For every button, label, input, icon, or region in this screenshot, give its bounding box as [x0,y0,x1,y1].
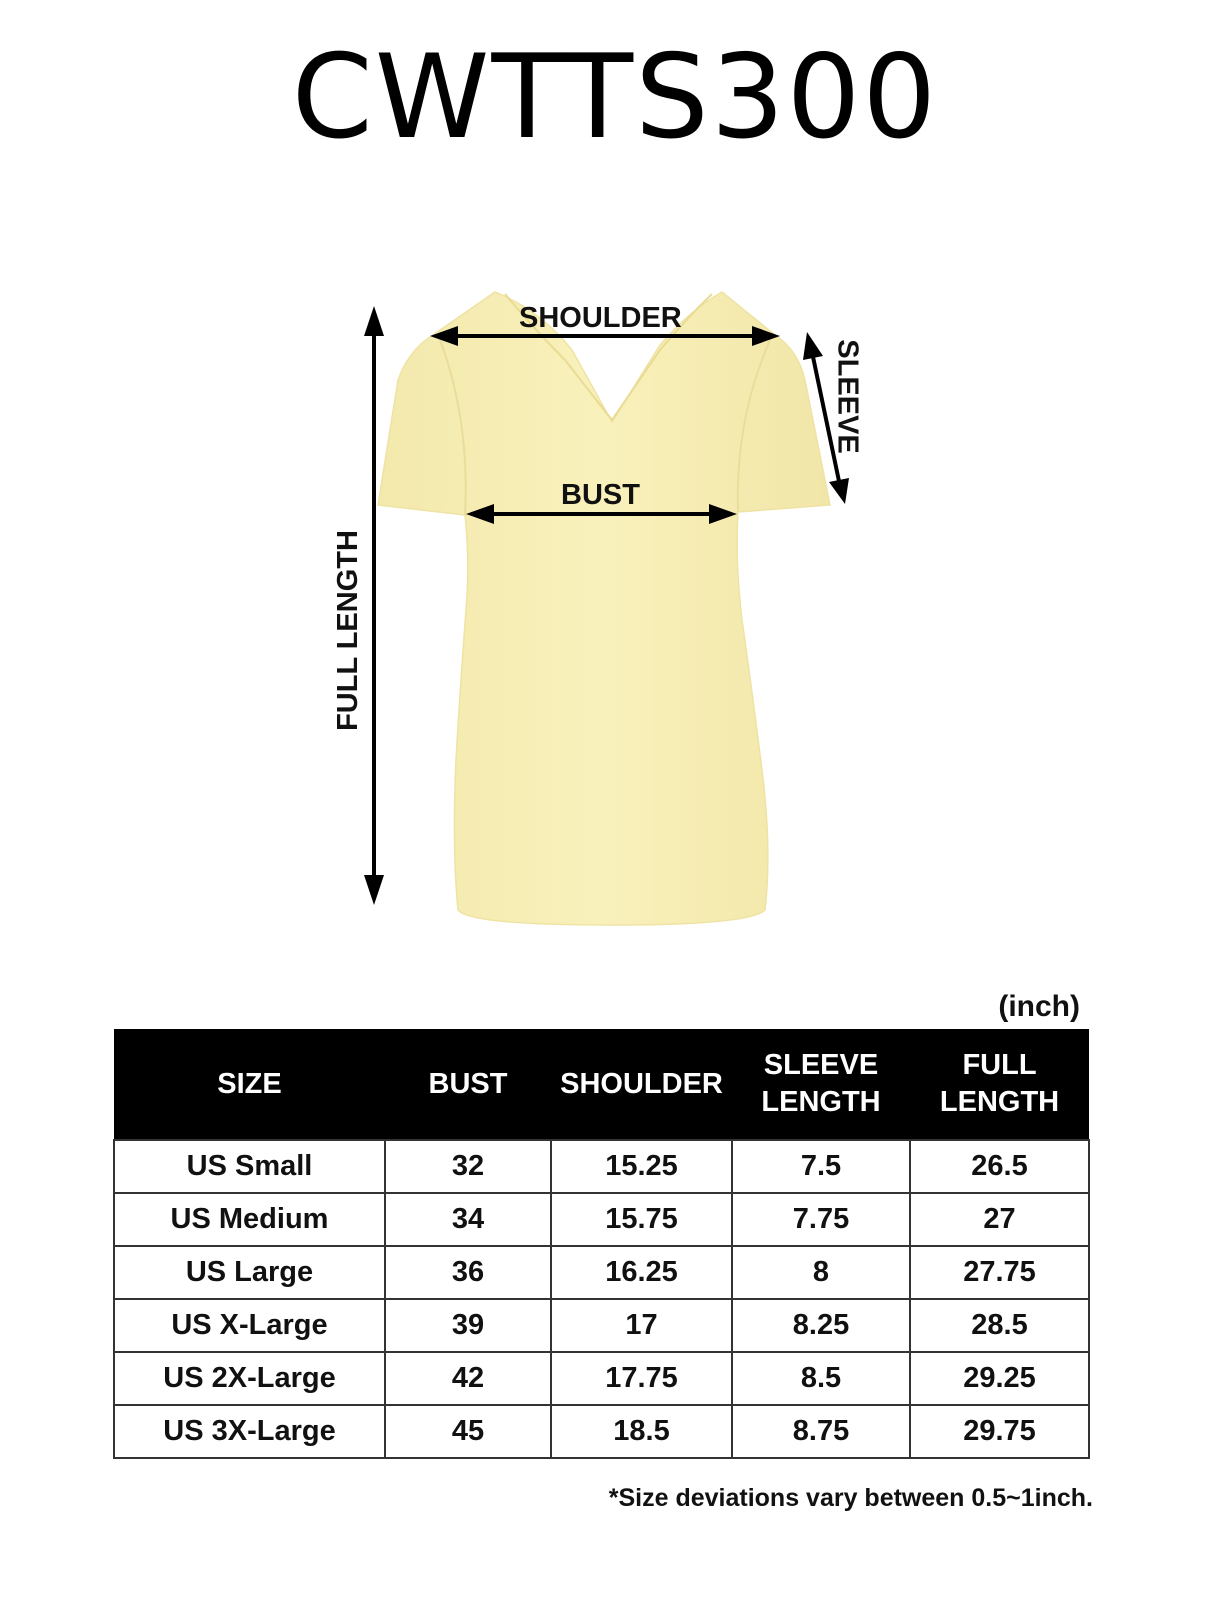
cell-size: US Small [114,1140,385,1193]
full-length-label: FULL LENGTH [331,530,364,731]
cell-full-length: 29.75 [910,1405,1089,1458]
cell-full-length: 28.5 [910,1299,1089,1352]
table-row [114,1405,1089,1458]
cell-size: US Medium [114,1193,385,1246]
product-code-title: CWTTS300 [291,30,939,165]
cell-size: US 3X-Large [114,1405,385,1458]
cell-bust: 36 [385,1246,551,1299]
unit-label: (inch) [998,990,1080,1023]
cell-sleeve-length: 8.75 [732,1405,910,1458]
cell-full-length: 27 [910,1193,1089,1246]
cell-size: US X-Large [114,1299,385,1352]
size-chart-table [113,1029,1090,1459]
cell-shoulder: 15.25 [551,1140,732,1193]
cell-shoulder: 18.5 [551,1405,732,1458]
table-header-row [114,1029,1089,1140]
sleeve-label: SLEEVE [831,339,864,454]
cell-bust: 39 [385,1299,551,1352]
cell-shoulder: 16.25 [551,1246,732,1299]
full-length-arrow [364,306,384,905]
cell-sleeve-length: 8 [732,1246,910,1299]
cell-shoulder: 15.75 [551,1193,732,1246]
cell-sleeve-length: 8.5 [732,1352,910,1405]
size-deviation-note: *Size deviations vary between 0.5~1inch. [608,1484,1093,1512]
cell-bust: 45 [385,1405,551,1458]
header-bust: BUST [385,1029,551,1140]
cell-bust: 42 [385,1352,551,1405]
header-size: SIZE [114,1029,385,1140]
shoulder-label: SHOULDER [519,302,682,334]
table-row [114,1246,1089,1299]
cell-shoulder: 17 [551,1299,732,1352]
cell-size: US 2X-Large [114,1352,385,1405]
cell-full-length: 29.25 [910,1352,1089,1405]
cell-size: US Large [114,1246,385,1299]
table-row [114,1193,1089,1246]
tshirt-body [378,292,830,925]
table-row [114,1352,1089,1405]
cell-full-length: 26.5 [910,1140,1089,1193]
cell-full-length: 27.75 [910,1246,1089,1299]
header-shoulder: SHOULDER [551,1029,732,1140]
header-sleeve-length: SLEEVE LENGTH [732,1029,910,1140]
header-full-length: FULL LENGTH [910,1029,1089,1140]
cell-sleeve-length: 7.75 [732,1193,910,1246]
table-row [114,1140,1089,1193]
table-row [114,1299,1089,1352]
cell-shoulder: 17.75 [551,1352,732,1405]
cell-bust: 34 [385,1193,551,1246]
cell-bust: 32 [385,1140,551,1193]
cell-sleeve-length: 8.25 [732,1299,910,1352]
bust-label: BUST [561,479,640,511]
cell-sleeve-length: 7.5 [732,1140,910,1193]
